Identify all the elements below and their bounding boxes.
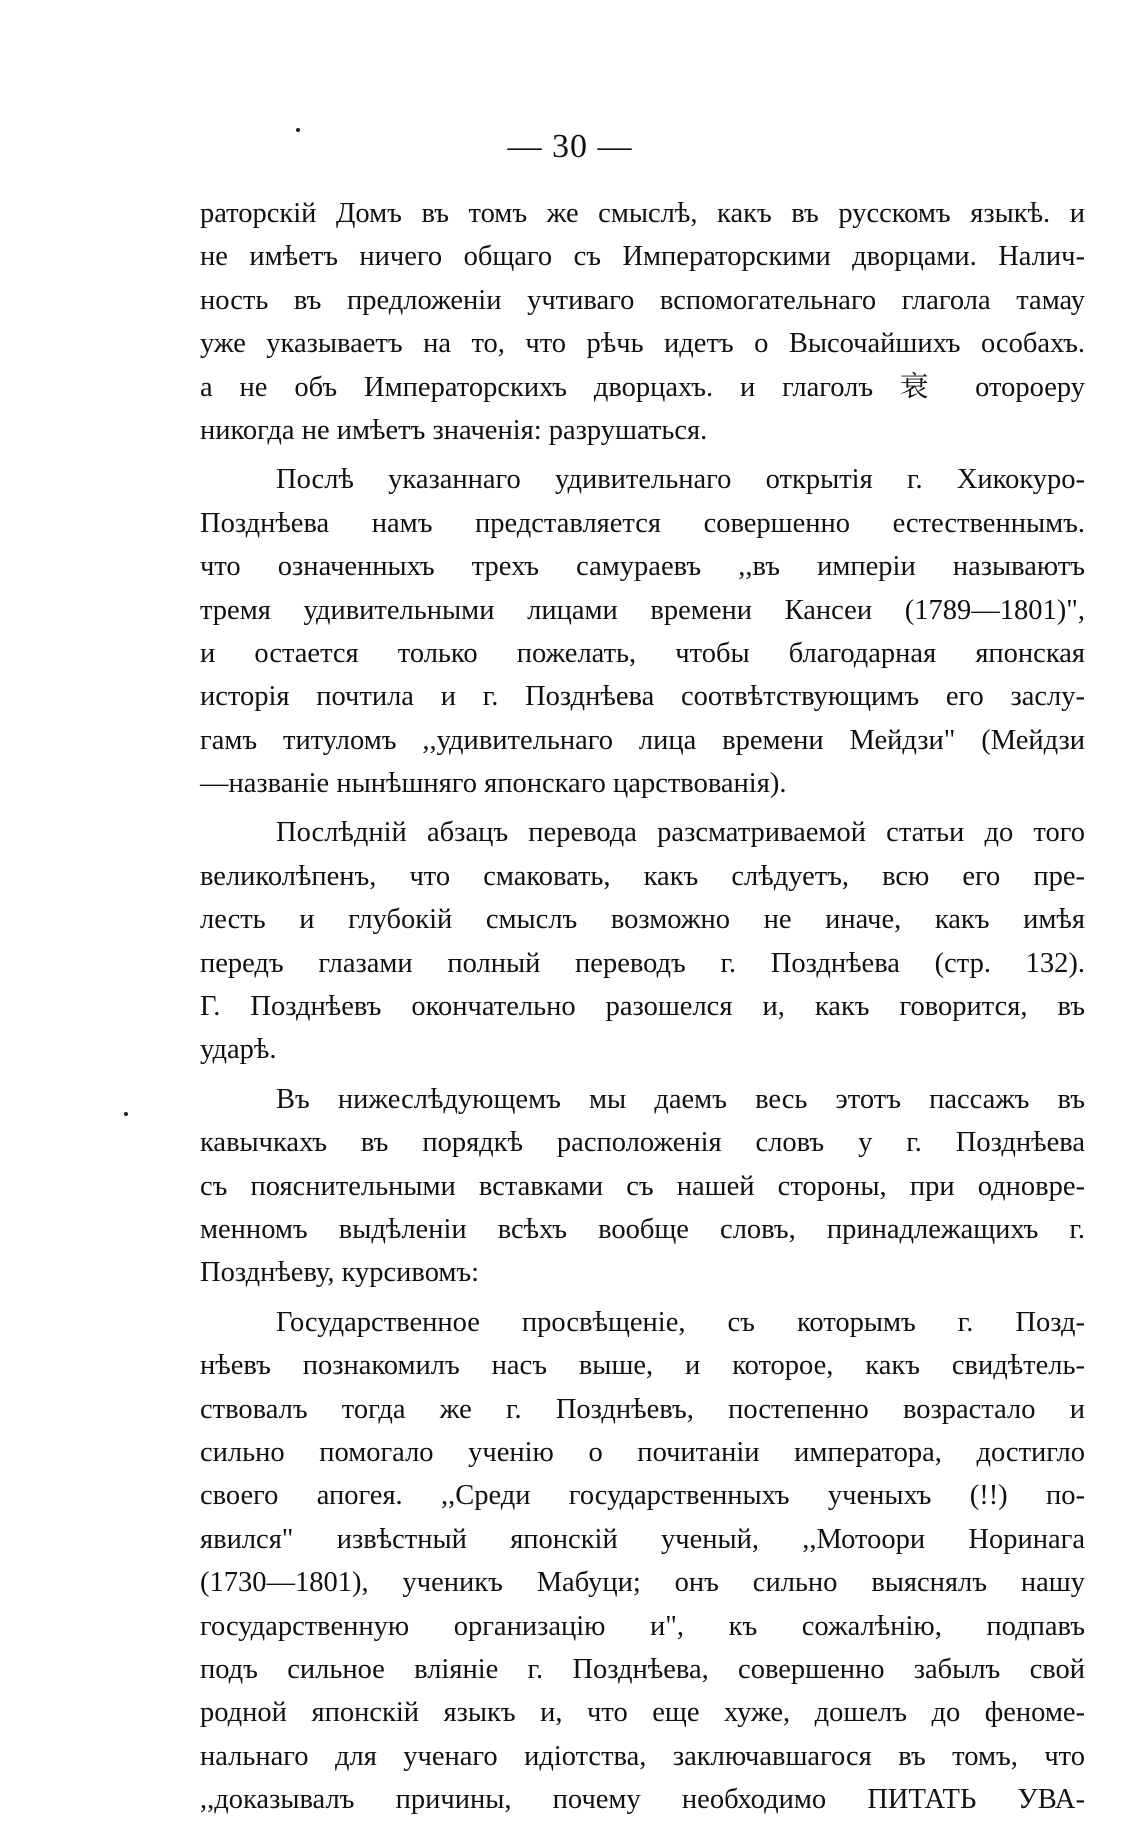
text-line: Позднѣева намъ представляется совершенно естественнымъ. xyxy=(200,507,1085,539)
text-line: государственную организацію и", къ сожалѣнію, подпавъ xyxy=(200,1610,1085,1642)
text-line: сильно помогало ученію о почитаніи императора, достигло xyxy=(200,1436,1085,1468)
paragraph-5 xyxy=(200,1301,1085,1821)
text-line: ствовалъ тогда же г. Позднѣевъ, постепенно возрастало и xyxy=(200,1393,1085,1425)
text-line: своего апогея. ,,Среди государственныхъ ученыхъ (!!) по- xyxy=(200,1480,1085,1512)
text-line: уже указываетъ на то, что рѣчь идетъ о Высочайшихъ особахъ. xyxy=(200,328,1085,360)
text-line: подъ сильное вліяніе г. Позднѣева, совершенно забылъ свой xyxy=(200,1653,1085,1685)
text-line: —названіе нынѣшняго японскаго царствованія). xyxy=(200,768,787,800)
text-line: Позднѣеву, курсивомъ: xyxy=(200,1257,480,1289)
text-line: и остается только пожелать, чтобы благодарная японская xyxy=(200,637,1085,669)
text-line: Государственное просвѣщеніе, съ которымъ г. Позд- xyxy=(276,1306,1085,1338)
text-line: лесть и глубокій смыслъ возможно не иначе, какъ имѣя xyxy=(200,904,1085,936)
text-line: тремя удивительными лицами времени Кансеи (1789—1801)", xyxy=(200,594,1085,626)
text-line: кавычкахъ въ порядкѣ расположенія словъ у г. Позднѣева xyxy=(200,1127,1085,1159)
text-line: передъ глазами полный переводъ г. Позднѣева (стр. 132). xyxy=(200,947,1085,979)
page-number: — 30 — xyxy=(507,128,633,165)
text-line: никогда не имѣетъ значенія: разрушаться. xyxy=(200,414,708,446)
text-line: явился" извѣстный японскій ученый, ,,Мотоори Норинага xyxy=(200,1523,1085,1555)
paragraph-4 xyxy=(200,1078,1085,1295)
paragraph-3 xyxy=(200,811,1085,1071)
paragraph-1 xyxy=(200,192,1085,452)
print-speck xyxy=(124,1112,128,1116)
text-line: съ пояснительными вставками съ нашей стороны, при одновре- xyxy=(200,1170,1085,1202)
text-line: ,,доказывалъ причины, почему необходимо ПИТАТЬ УВА- xyxy=(200,1784,1085,1816)
text-line: исторія почтила и г. Позднѣева соотвѣтствующимъ его заслу- xyxy=(200,681,1085,713)
text-line: Послѣдній абзацъ перевода разсматриваемой статьи до того xyxy=(276,817,1085,849)
text-line: менномъ выдѣленіи всѣхъ вообще словъ, принадлежащихъ г. xyxy=(200,1213,1085,1245)
text-line: что означенныхъ трехъ самураевъ ,,въ имперіи называютъ xyxy=(200,551,1085,583)
text-line: родной японскій языкъ и, что еще хуже, дошелъ до феноме- xyxy=(200,1697,1085,1729)
text-line: гамъ титуломъ ,,удивительнаго лица времени Мейдзи" (Мейдзи xyxy=(200,724,1085,756)
text-line: раторскій Домъ въ томъ же смыслѣ, какъ въ русскомъ языкѣ. и xyxy=(200,198,1085,229)
text-line: ударѣ. xyxy=(200,1034,277,1066)
text-line: нальнаго для ученаго идіотства, заключавшагося въ томъ, что xyxy=(200,1740,1085,1772)
text-line: (1730—1801), ученикъ Мабуци; онъ сильно выяснялъ нашу xyxy=(200,1567,1085,1599)
text-line: Въ нижеслѣдующемъ мы даемъ весь этотъ пассажъ въ xyxy=(276,1083,1085,1115)
text-line: не имѣетъ ничего общаго съ Императорскими дворцами. Налич- xyxy=(200,241,1085,273)
text-line: Послѣ указаннаго удивительнаго открытія г. Хикокуро- xyxy=(276,464,1085,496)
text-line: ность въ предложеніи учтиваго вспомогательнаго глагола тамау xyxy=(200,284,1085,316)
text-line: великолѣпенъ, что смаковать, какъ слѣдуетъ, всю его пре- xyxy=(200,860,1085,892)
text-line: а не объ Императорскихъ дворцахъ. и глаголъ 衰 отороеру xyxy=(200,371,1085,403)
body-text xyxy=(200,192,1085,1821)
print-speck xyxy=(296,128,300,132)
text-line: Г. Позднѣевъ окончательно разошелся и, какъ говорится, въ xyxy=(200,991,1085,1023)
paragraph-2 xyxy=(200,458,1085,805)
text-line: нѣевъ познакомилъ насъ выше, и которое, какъ свидѣтель- xyxy=(200,1350,1085,1382)
